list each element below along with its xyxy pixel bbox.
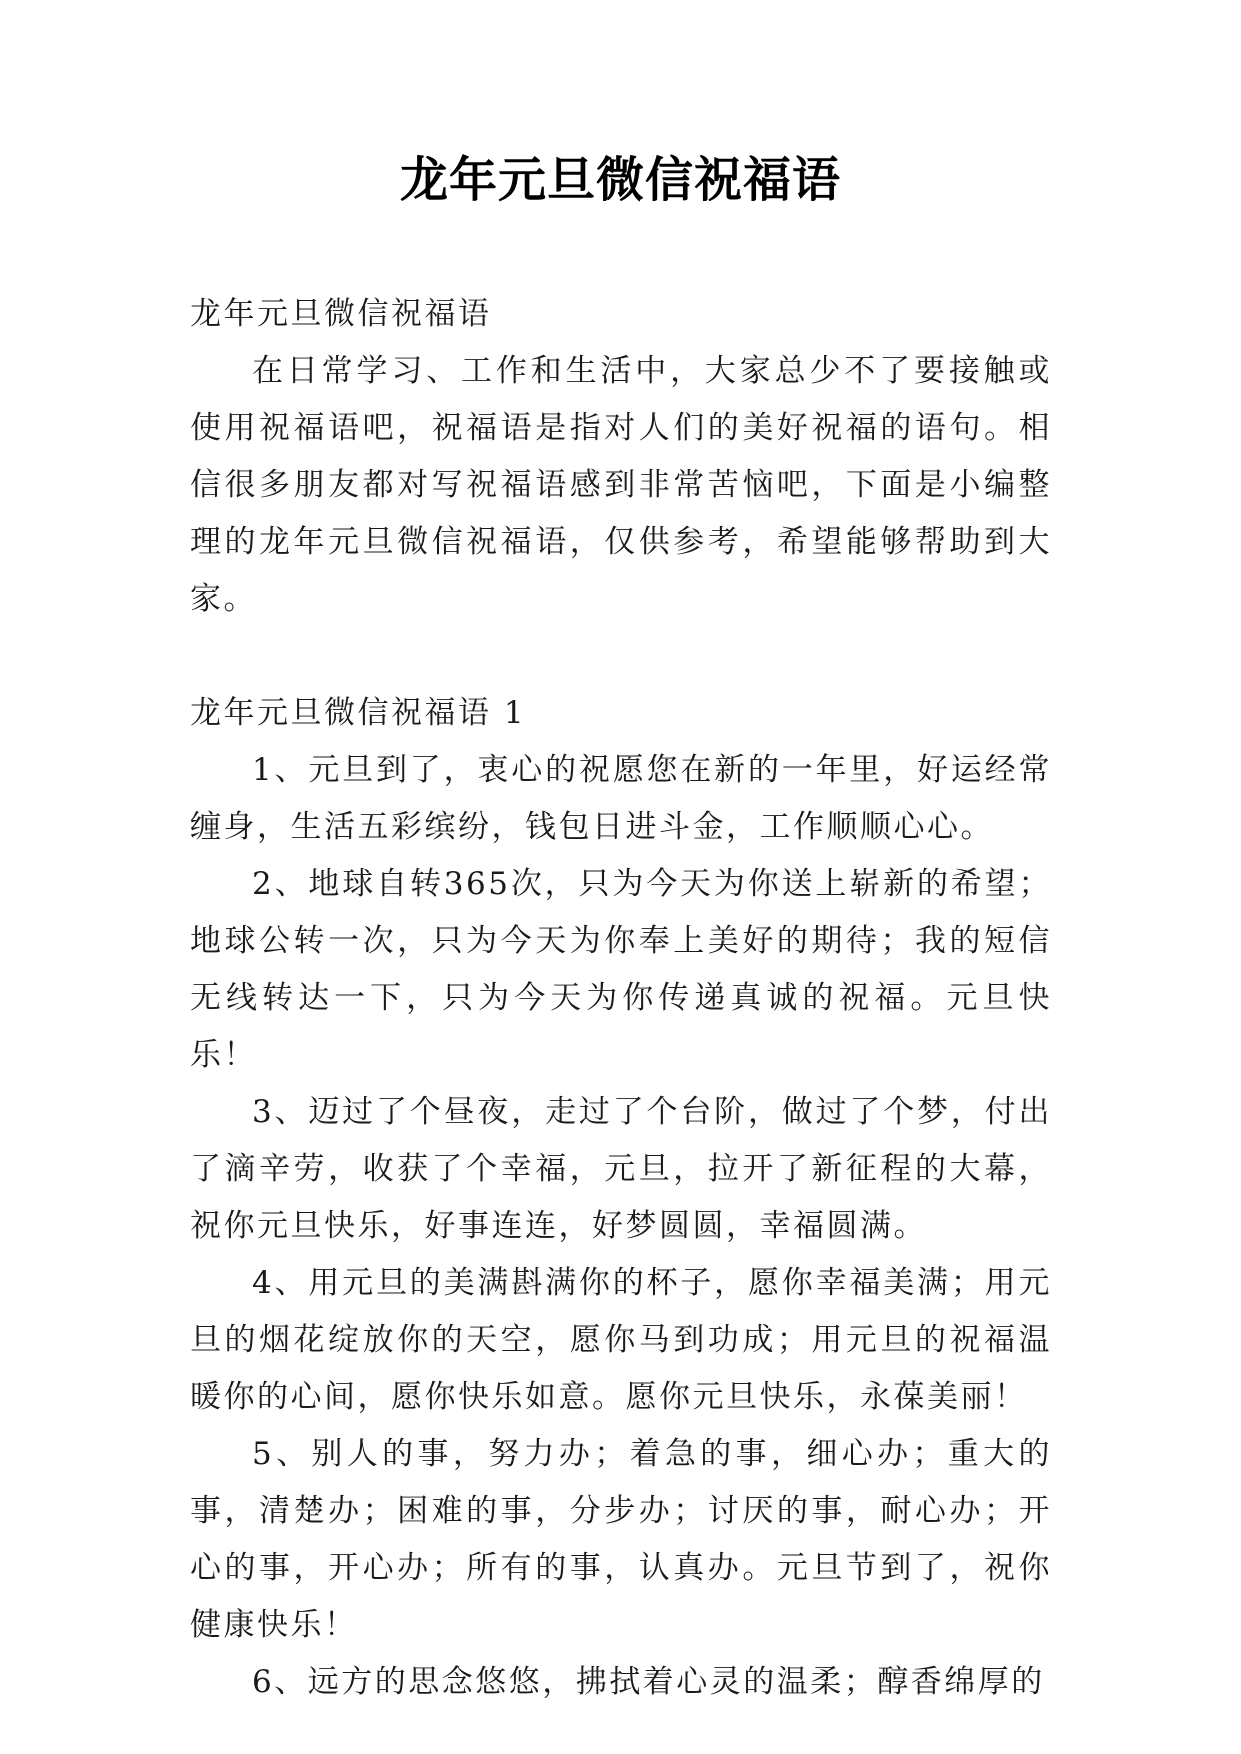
blessing-item: 2、地球自转365次，只为今天为你送上崭新的希望；地球公转一次，只为今天为你奉上美好的期待；我的短信无线转达一下，只为今天为你传递真诚的祝福。元旦快乐！ xyxy=(190,866,1052,1073)
blessing-item: 5、别人的事，努力办；着急的事，细心办；重大的事，清楚办；困难的事，分步办；讨厌的事，耐心办；开心的事，开心办；所有的事，认真办。元旦节到了，祝你健康快乐！ xyxy=(190,1436,1052,1643)
blessing-item: 1、元旦到了，衷心的祝愿您在新的一年里，好运经常缠身，生活五彩缤纷，钱包日进斗金，工作顺顺心心。 xyxy=(190,752,1052,845)
paragraph-spacer xyxy=(190,628,1052,685)
blessing-item: 6、远方的思念悠悠，拂拭着心灵的温柔；醇香绵厚的 xyxy=(252,1664,1045,1700)
section-heading: 龙年元旦微信祝福语 1 xyxy=(190,695,527,731)
blessing-item: 4、用元旦的美满斟满你的杯子，愿你幸福美满；用元旦的烟花绽放你的天空，愿你马到功成；用元旦的祝福温暖你的心间，愿你快乐如意。愿你元旦快乐，永葆美丽！ xyxy=(190,1265,1052,1415)
document-body xyxy=(190,286,1052,1711)
intro-paragraph: 在日常学习、工作和生活中，大家总少不了要接触或使用祝福语吧，祝福语是指对人们的美好祝福的语句。相信很多朋友都对写祝福语感到非常苦恼吧，下面是小编整理的龙年元旦微信祝福语，仅供参考，希望能够帮助到大家。 xyxy=(190,353,1052,617)
blessing-item: 3、迈过了个昼夜，走过了个台阶，做过了个梦，付出了滴辛劳，收获了个幸福，元旦，拉开了新征程的大幕，祝你元旦快乐，好事连连，好梦圆圆，幸福圆满。 xyxy=(190,1094,1052,1244)
document-title: 龙年元旦微信祝福语 xyxy=(399,152,841,208)
intro-heading: 龙年元旦微信祝福语 xyxy=(190,296,492,332)
